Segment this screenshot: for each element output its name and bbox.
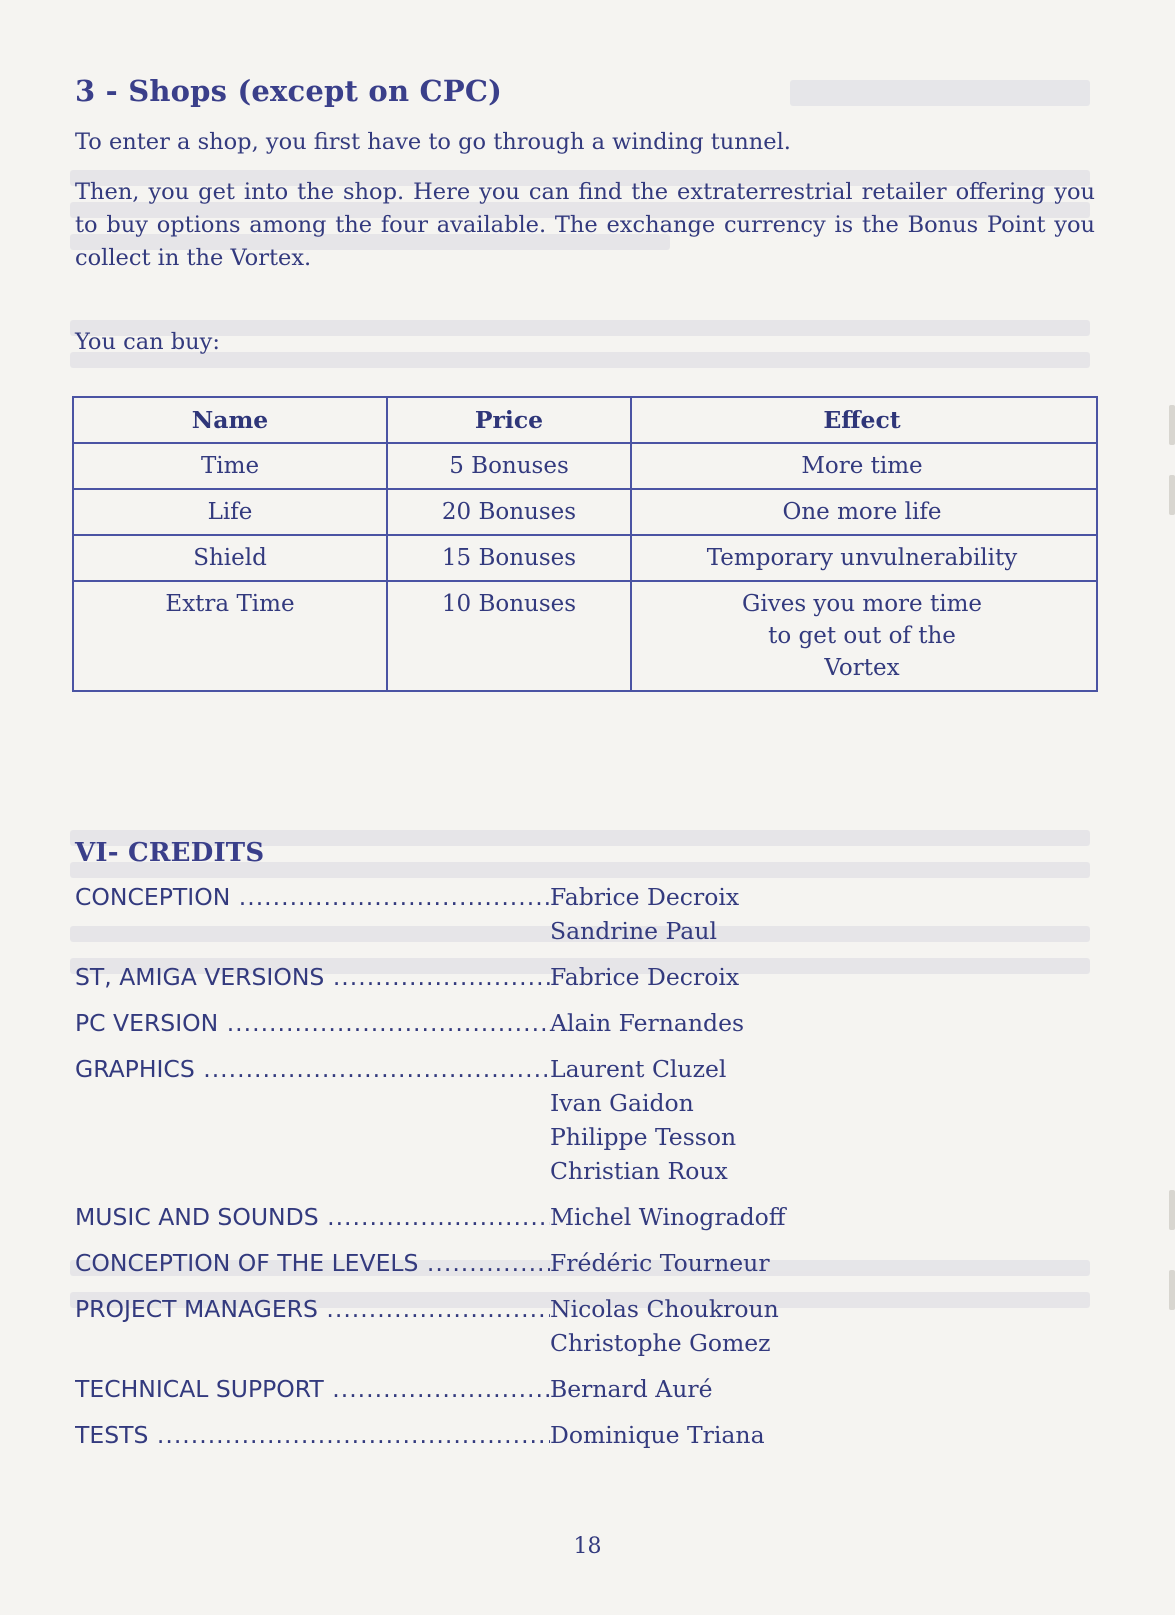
shops-buy-label: You can buy: [75, 329, 220, 355]
option-price: 10 Bonuses [388, 582, 632, 690]
shops-description: Then, you get into the shop. Here you can find the extraterrestrial retailer offering you to buy options among the four available. The exchange currency is the Bonus Point you collect in the Vortex. [75, 179, 1095, 271]
option-effect: Temporary unvulnerability [706, 545, 1018, 571]
credit-name: Fabrice Decroix [550, 883, 740, 911]
credit-role: ST, AMIGA VERSIONS ..... [75, 960, 550, 994]
credit-name: Philippe Tesson [550, 1123, 737, 1151]
credit-entry [75, 1292, 1075, 1360]
credit-names [550, 1052, 1075, 1188]
option-name: Shield [74, 536, 388, 580]
credit-entry [75, 960, 1075, 994]
credit-entry [75, 1200, 1075, 1234]
header-name: Name [74, 398, 388, 442]
binding-mark [1169, 1270, 1175, 1310]
credit-name: Christophe Gomez [550, 1329, 771, 1357]
binding-mark [1169, 1190, 1175, 1230]
credit-name: Laurent Cluzel [550, 1055, 727, 1083]
option-name: Extra Time [74, 582, 388, 690]
credit-entry [75, 1052, 1075, 1188]
credit-name: Christian Roux [550, 1157, 728, 1185]
credit-role: CONCEPTION OF THE LEVELS ..... [75, 1246, 550, 1280]
option-effect: One more life [782, 499, 942, 525]
option-effect: Gives you more time to get out of the Vortex [741, 591, 982, 681]
credit-names [550, 1006, 1075, 1040]
credit-names [550, 1246, 1075, 1280]
credit-entry [75, 1372, 1075, 1406]
credit-name: Frédéric Tourneur [550, 1249, 770, 1277]
credit-role: PC VERSION ..... [75, 1006, 550, 1040]
header-effect: Effect [823, 406, 901, 434]
credit-names [550, 880, 1075, 948]
credit-names [550, 1200, 1075, 1234]
option-name: Time [74, 444, 388, 488]
credit-entry [75, 1418, 1075, 1452]
credit-name: Fabrice Decroix [550, 963, 740, 991]
option-name: Life [74, 490, 388, 534]
credit-role: PROJECT MANAGERS ..... [75, 1292, 550, 1360]
credit-role: TESTS ..... [75, 1418, 550, 1452]
credit-names [550, 1418, 1075, 1452]
credit-name: Ivan Gaidon [550, 1089, 694, 1117]
table-row [74, 442, 1096, 488]
option-price: 20 Bonuses [388, 490, 632, 534]
credit-names [550, 1292, 1075, 1360]
shop-options-table [72, 396, 1098, 692]
credit-entry [75, 1246, 1075, 1280]
credits-heading: VI- CREDITS [75, 838, 265, 868]
credit-name: Dominique Triana [550, 1421, 765, 1449]
credit-role: CONCEPTION ..... [75, 880, 550, 948]
credit-names [550, 1372, 1075, 1406]
option-price: 15 Bonuses [388, 536, 632, 580]
credit-name: Alain Fernandes [550, 1009, 745, 1037]
binding-mark [1169, 475, 1175, 515]
credit-entry [75, 880, 1075, 948]
header-price: Price [388, 398, 632, 442]
credit-names [550, 960, 1075, 994]
table-row [74, 488, 1096, 534]
option-effect: More time [801, 453, 923, 479]
table-row [74, 580, 1096, 690]
credit-entry [75, 1006, 1075, 1040]
shops-intro: To enter a shop, you first have to go through a winding tunnel. [75, 129, 791, 155]
credit-role: GRAPHICS ..... [75, 1052, 550, 1188]
credit-name: Nicolas Choukroun [550, 1295, 779, 1323]
table-header-row [74, 398, 1096, 442]
option-price: 5 Bonuses [388, 444, 632, 488]
page-number: 18 [573, 1534, 602, 1559]
binding-mark [1169, 405, 1175, 445]
credit-name: Bernard Auré [550, 1375, 713, 1403]
credit-name: Sandrine Paul [550, 917, 717, 945]
credit-name: Michel Winogradoff [550, 1203, 786, 1231]
table-row [74, 534, 1096, 580]
credit-role: MUSIC AND SOUNDS ..... [75, 1200, 550, 1234]
credits-list [75, 880, 1075, 1464]
shops-heading: 3 - Shops (except on CPC) [75, 74, 503, 108]
credit-role: TECHNICAL SUPPORT ..... [75, 1372, 550, 1406]
